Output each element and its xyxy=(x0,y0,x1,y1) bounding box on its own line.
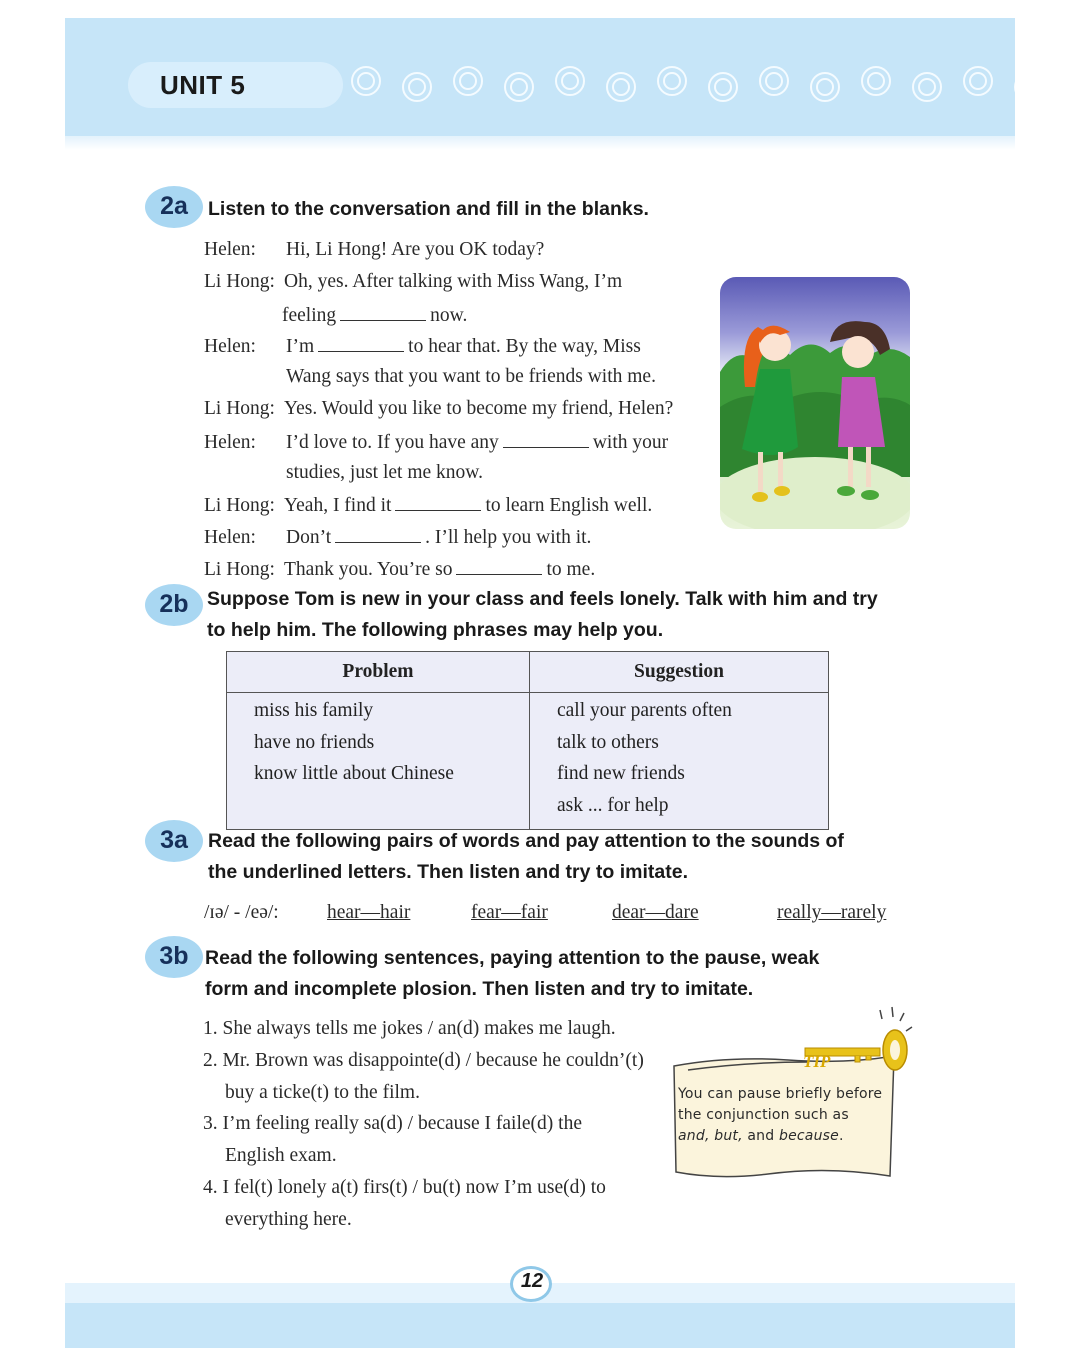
dialogue-text: Don’t xyxy=(286,527,332,549)
answer-blank[interactable] xyxy=(456,556,542,575)
answer-blank[interactable] xyxy=(340,302,426,321)
decorative-rings xyxy=(340,55,1015,115)
dialogue-text: feeling xyxy=(282,304,337,326)
header-fade xyxy=(65,136,1015,150)
suggestion-item: ask ... for help xyxy=(557,794,669,816)
dialogue-line xyxy=(204,524,591,550)
phonetic-label: /ɪə/ - /eə/: xyxy=(204,902,279,923)
dialogue-text: I’d love to. If you have any xyxy=(286,431,499,453)
tip-period: . xyxy=(838,1128,844,1144)
sentence-line-continued: English exam. xyxy=(225,1145,337,1167)
instruction-2a: Listen to the conversation and fill in the blanks. xyxy=(208,198,649,220)
shoe-icon xyxy=(752,492,768,502)
golden-key-icon xyxy=(800,1005,920,1085)
two-girls-talking-illustration xyxy=(720,277,910,529)
answer-blank[interactable] xyxy=(395,492,481,511)
speaker-label: Helen: xyxy=(204,239,256,260)
tip-text-line2: the conjunction such as xyxy=(678,1107,849,1123)
tip-label: TIP xyxy=(803,1052,831,1071)
answer-blank[interactable] xyxy=(335,524,421,543)
dialogue-text: Thank you. You’re so xyxy=(284,559,453,580)
speaker-label: Li Hong: xyxy=(204,398,275,419)
tip-text-line1: You can pause briefly before xyxy=(678,1086,883,1102)
answer-blank[interactable] xyxy=(318,333,404,352)
sentence-line-continued: everything here. xyxy=(225,1208,352,1230)
instruction-3b xyxy=(205,943,819,1005)
dialogue-line xyxy=(286,365,656,389)
word-pair: hear—hair xyxy=(327,902,411,923)
sentence-line: 2. Mr. Brown was disappointe(d) / because he couldn’(t) xyxy=(203,1049,644,1071)
dialogue-text: to learn English well. xyxy=(485,495,653,517)
ring-icon xyxy=(759,66,789,96)
dialogue-line xyxy=(204,397,673,421)
suggestion-item: call your parents often xyxy=(557,700,732,721)
ring-icon xyxy=(912,72,942,102)
dialogue-text: Wang says that you want to be friends with me. xyxy=(286,366,656,388)
tip-text xyxy=(678,1084,886,1147)
dialogue-text: with your xyxy=(592,431,669,453)
badge-3b: 3b xyxy=(145,936,203,978)
speaker-label: Li Hong: xyxy=(204,559,275,580)
problem-item: have no friends xyxy=(254,731,375,753)
badge-2a: 2a xyxy=(145,186,203,228)
instruction-3a xyxy=(208,826,844,888)
ring-icon xyxy=(453,66,483,96)
sentence-line-continued: buy a ticke(t) to the film. xyxy=(225,1081,420,1103)
dialogue-line xyxy=(282,302,467,328)
suggestion-item: talk to others xyxy=(557,731,659,753)
instruction-3a-line1: Read the following pairs of words and pay attention to the sounds of xyxy=(208,830,844,852)
problem-item: know little about Chinese xyxy=(254,763,454,784)
ring-icon xyxy=(555,66,585,96)
sentence-line: 3. I’m feeling really sa(d) / because I faile(d) the xyxy=(203,1113,582,1135)
instruction-3b-line2: form and incomplete plosion. Then listen and try to imitate. xyxy=(205,978,754,1000)
dialogue-line xyxy=(204,429,668,455)
dialogue-text: studies, just let me know. xyxy=(286,461,483,483)
speaker-label: Li Hong: xyxy=(204,495,275,517)
ring-icon xyxy=(1014,72,1015,102)
ring-icon xyxy=(351,66,381,96)
shoe-icon xyxy=(861,490,879,500)
dialogue-line xyxy=(204,492,652,518)
speaker-label: Helen: xyxy=(204,527,256,549)
girl-face-icon xyxy=(842,336,874,368)
tip-text-line3 xyxy=(678,1126,886,1147)
problem-suggestion-table xyxy=(226,651,829,830)
key-teeth-icon xyxy=(855,1056,871,1062)
dialogue-text: . I’ll help you with it. xyxy=(425,527,592,549)
speaker-label: Helen: xyxy=(204,336,256,358)
dialogue-line xyxy=(204,238,544,262)
table-header-problem: Problem xyxy=(227,652,530,693)
word-pair: really—rarely xyxy=(777,902,887,923)
ring-icon xyxy=(861,66,891,96)
speaker-label: Li Hong: xyxy=(204,270,275,292)
footer-band xyxy=(65,1303,1015,1348)
leg-icon xyxy=(758,452,763,492)
tip-italic-and-but: and, but, xyxy=(678,1128,743,1144)
tip-plain-and: and xyxy=(742,1128,779,1144)
word-pair: fear—fair xyxy=(471,902,548,923)
tip-italic-because: because xyxy=(779,1128,839,1144)
instruction-2b xyxy=(207,584,878,646)
dialogue-text: to me. xyxy=(546,559,596,580)
shine-lines-icon xyxy=(880,1007,912,1031)
ring-icon xyxy=(606,72,636,102)
instruction-2b-line1: Suppose Tom is new in your class and feels lonely. Talk with him and try xyxy=(207,588,878,610)
shoe-icon xyxy=(774,486,790,496)
leg-icon xyxy=(848,447,853,487)
shoe-icon xyxy=(837,486,855,496)
ring-icon xyxy=(657,66,687,96)
instruction-3b-line1: Read the following sentences, paying attention to the pause, weak xyxy=(205,947,820,969)
sentence-line: 4. I fel(t) lonely a(t) firs(t) / bu(t) now I’m use(d) to xyxy=(203,1177,606,1198)
key-hole-icon xyxy=(890,1040,900,1060)
sentence-line: 1. She always tells me jokes / an(d) makes me laugh. xyxy=(203,1018,616,1039)
page-number: 12 xyxy=(520,1270,544,1292)
table-header-suggestion: Suggestion xyxy=(530,652,829,693)
answer-blank[interactable] xyxy=(503,429,589,448)
illustration-svg xyxy=(720,277,910,529)
dialogue-text: Yeah, I find it xyxy=(284,495,392,517)
ring-icon xyxy=(810,72,840,102)
badge-3a: 3a xyxy=(145,820,203,862)
instruction-2b-line2: to help him. The following phrases may help you. xyxy=(207,619,664,641)
dialogue-text: now. xyxy=(430,304,468,326)
instruction-3a-line2: the underlined letters. Then listen and try to imitate. xyxy=(208,861,688,883)
suggestions-cell xyxy=(530,693,829,830)
ring-icon xyxy=(504,72,534,102)
problems-cell xyxy=(227,693,530,830)
unit-title: UNIT 5 xyxy=(160,70,246,100)
dialogue-text: Yes. Would you like to become my friend, Helen? xyxy=(284,398,674,419)
dialogue-text: to hear that. By the way, Miss xyxy=(408,336,641,358)
ring-icon xyxy=(963,66,993,96)
ring-icon xyxy=(402,72,432,102)
grass-ground-icon xyxy=(720,457,910,529)
dialogue-text: Hi, Li Hong! Are you OK today? xyxy=(286,239,545,260)
dialogue-line xyxy=(204,556,595,582)
suggestion-item: find new friends xyxy=(557,763,685,784)
problem-item: miss his family xyxy=(254,700,374,721)
speaker-label: Helen: xyxy=(204,431,256,453)
dialogue-text: Oh, yes. After talking with Miss Wang, I’m xyxy=(284,270,623,292)
word-pair: dear—dare xyxy=(612,902,699,923)
leg-icon xyxy=(778,452,783,487)
leg-icon xyxy=(866,447,871,487)
badge-2b: 2b xyxy=(145,584,203,626)
dialogue-line xyxy=(204,333,641,359)
dialogue-line xyxy=(204,270,622,294)
dialogue-text: I’m xyxy=(286,336,315,358)
dialogue-line xyxy=(286,461,483,485)
ring-icon xyxy=(708,72,738,102)
